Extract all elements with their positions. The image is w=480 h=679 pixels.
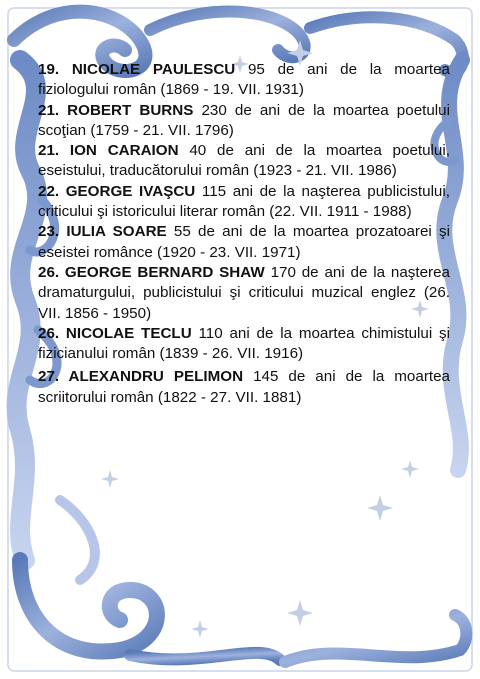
- entry-text: 170 de ani de la naşterea dramaturgului, publicistului şi criticului muzical englez (26. VII. 1856 - 1950): [38, 263, 450, 322]
- entry-burns: [38, 101, 450, 142]
- entry-lead: 23. IULIA SOARE: [38, 223, 167, 241]
- entry-text: 40 de ani de la moartea poetului, eseistului, traducătorului român (1923 - 21. VII. 1986): [38, 142, 450, 180]
- entry-ivascu: [38, 182, 450, 223]
- entry-soare: [38, 222, 450, 263]
- entry-teclu: [38, 324, 450, 365]
- entry-lead: 19. NICOLAE PAULESCU: [38, 61, 236, 78]
- entry-pelimon: [38, 367, 450, 408]
- entry-lead: 27. ALEXANDRU PELIMON: [38, 368, 244, 386]
- entry-text: 95 de ani de la moartea fiziologului român (1869 - 19. VII. 1931): [38, 61, 450, 99]
- entry-lead: 21. ION CARAION: [38, 142, 179, 160]
- entry-text: 115 ani de la naşterea publicistului, criticului şi istoricului literar român (22. VII. 1911 - 1988): [38, 182, 450, 221]
- entry-paulescu: [38, 60, 450, 101]
- entry-text: 110 ani de la moartea chimistului şi fizicianului român (1839 - 26. VII. 1916): [38, 324, 450, 363]
- entry-shaw: [38, 263, 450, 324]
- entry-lead: 21. ROBERT BURNS: [38, 101, 194, 119]
- entry-lead: 22. GEORGE IVAŞCU: [38, 182, 196, 200]
- entry-lead: 26. NICOLAE TECLU: [38, 324, 192, 342]
- entry-text: 230 de ani de la moartea poetului scoţian (1759 - 21. VII. 1796): [38, 101, 450, 139]
- entry-text: 55 de ani de la moartea prozatoarei şi eseistei românce (1920 - 23. VII. 1971): [38, 223, 450, 261]
- entry-lead: 26. GEORGE BERNARD SHAW: [38, 263, 265, 281]
- anniversary-list: [38, 60, 450, 408]
- entry-text: 145 de ani de la moartea scriitorului român (1822 - 27. VII. 1881): [38, 368, 450, 406]
- entry-caraion: [38, 141, 450, 182]
